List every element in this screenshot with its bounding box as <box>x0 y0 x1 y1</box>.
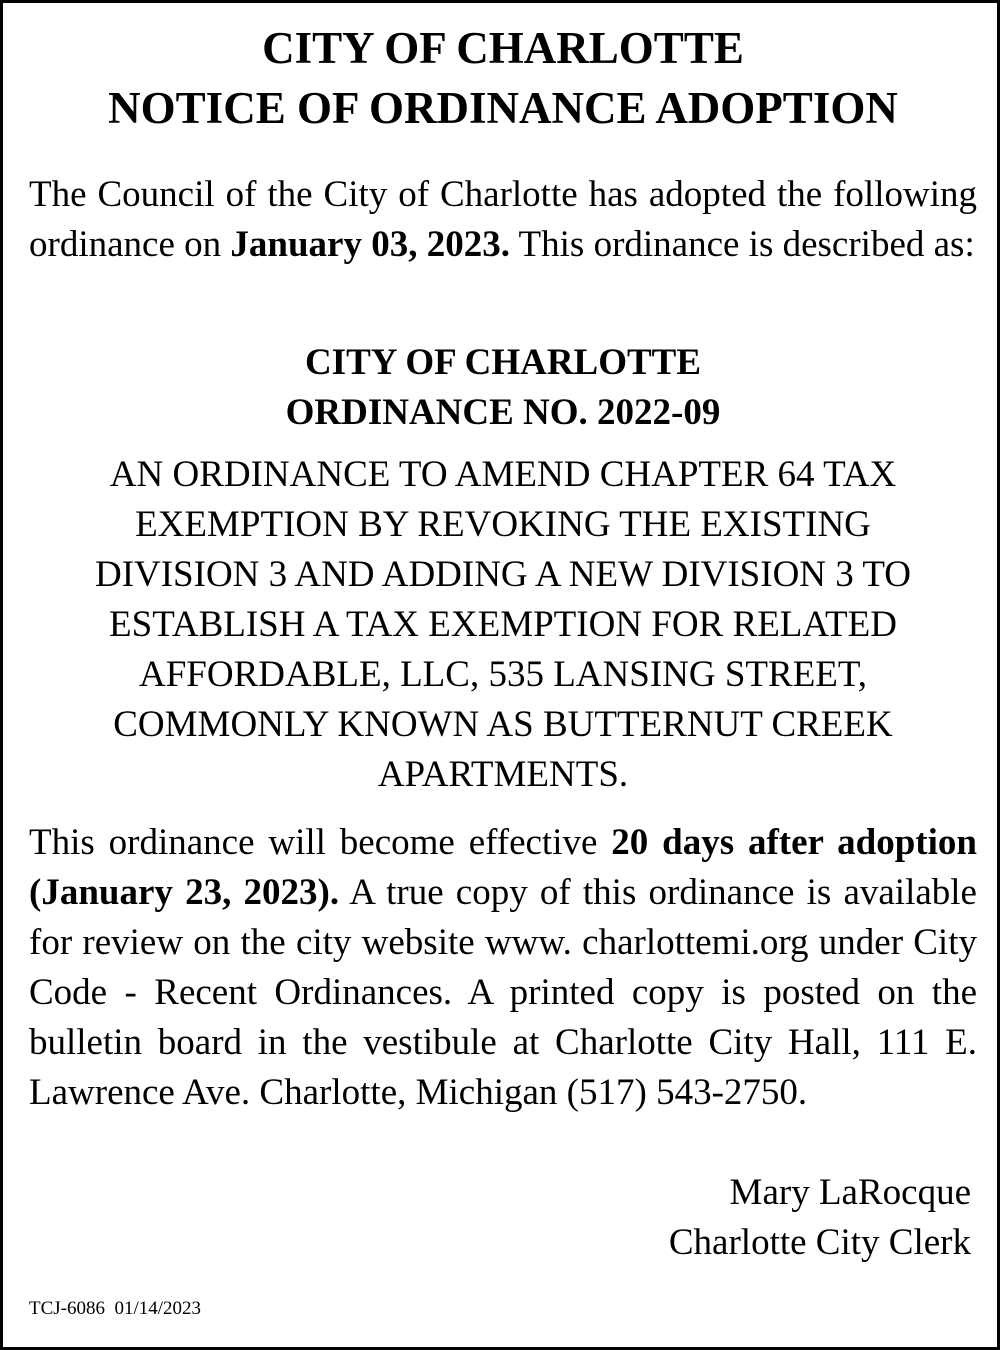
ordinance-description-line: DIVISION 3 AND ADDING A NEW DIVISION 3 TO <box>94 554 912 595</box>
effective-date: 20 days after adoption (January 23, 2023). <box>29 822 977 913</box>
clerk-name: Mary LaRocque <box>729 1172 971 1213</box>
publication-code: TCJ-6086 01/14/2023 <box>29 1298 202 1319</box>
ordinance-city-heading: CITY OF CHARLOTTE <box>304 342 702 383</box>
ordinance-description-line: EXEMPTION BY REVOKING THE EXISTING <box>135 504 871 545</box>
ordinance-description-line: AN ORDINANCE TO AMEND CHAPTER 64 TAX <box>109 454 897 495</box>
adoption-date: January 03, 2023. <box>230 224 510 265</box>
notice-title-city: CITY OF CHARLOTTE <box>262 23 744 73</box>
ordinance-description-line: COMMONLY KNOWN AS BUTTERNUT CREEK <box>113 704 893 745</box>
notice-title-heading: NOTICE OF ORDINANCE ADOPTION <box>108 83 898 133</box>
adoption-paragraph <box>29 170 977 270</box>
ordinance-description-line: ESTABLISH A TAX EXEMPTION FOR RELATED <box>109 604 897 645</box>
effective-text-end: A true copy of this ordinance is available for review on the city website www. charlottemi.org under City Code - Recent Ordinances. A printed copy is posted on the bulletin board in the vestibule at Charlotte City Hall, 111 E. Lawrence Ave. Charlotte, Michigan (517) 543-2750. <box>29 872 977 1113</box>
ordinance-description <box>3 450 1000 800</box>
adoption-text-start: The Council of the City of Charlotte has adopted the following ordinance on <box>29 174 977 265</box>
ordinance-description-line: APARTMENTS. <box>377 754 629 795</box>
clerk-title: Charlotte City Clerk <box>668 1222 971 1263</box>
effective-text-start: This ordinance will become effective <box>29 822 612 863</box>
effective-paragraph <box>29 818 977 1118</box>
ordinance-description-line: AFFORDABLE, LLC, 535 LANSING STREET, <box>138 654 868 695</box>
adoption-text-end: This ordinance is described as: <box>509 224 975 265</box>
ordinance-number: ORDINANCE NO. 2022-09 <box>285 392 721 433</box>
